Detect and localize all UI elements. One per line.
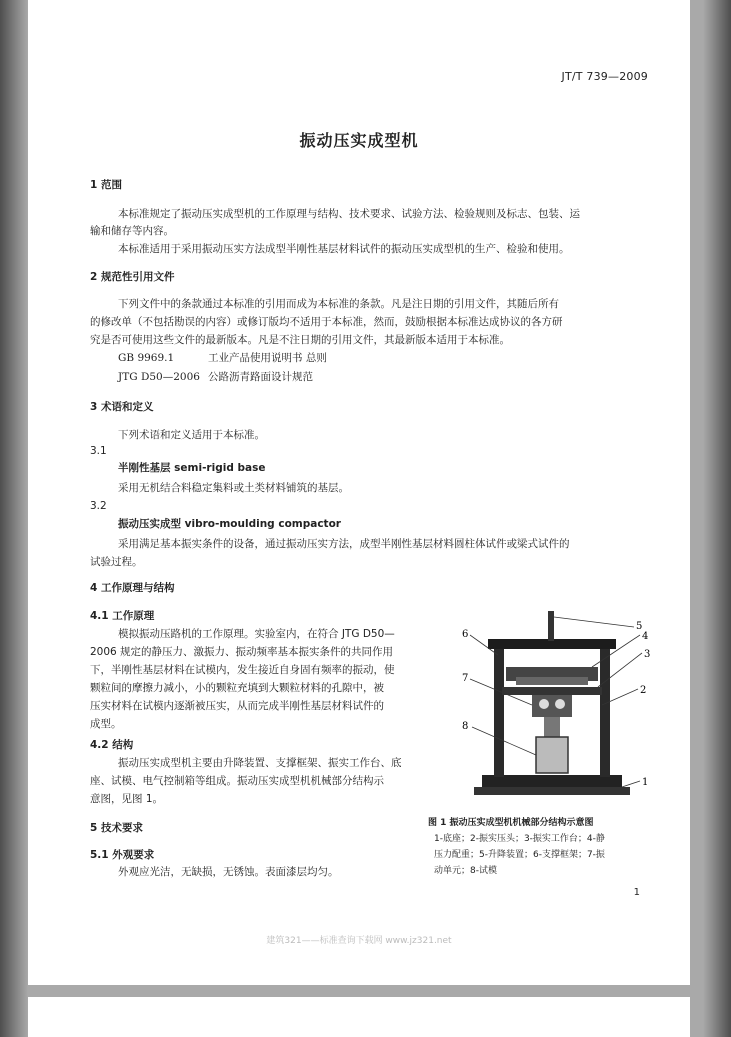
term-2-definition-line1: 采用满足基本振实条件的设备，通过振动压实方法，成型半刚性基层材料圆柱体试件或梁式试件的 (118, 538, 570, 550)
clause-4-2-line: 振动压实成型机主要由升降装置、支撑框架、振实工作台、底 (118, 757, 402, 769)
static-weight-lower (516, 677, 588, 685)
clause-4-1-line: 成型。 (90, 718, 122, 730)
section-3-heading: 3 术语和定义 (90, 401, 154, 413)
clause-5-1-heading: 5.1 外观要求 (90, 849, 155, 861)
term-1-definition: 采用无机结合料稳定集料或土类材料铺筑的基层。 (118, 482, 349, 494)
figure-label-4: 4 (642, 631, 649, 642)
clause-4-2-line: 座、试模、电气控制箱等组成。振动压实成型机机械部分结构示 (90, 775, 384, 787)
standard-number: JT/T 739—2009 (561, 70, 648, 83)
section-2-para-line3: 究是否可使用这些文件的最新版本。凡是不注日期的引用文件，其最新版本适用于本标准。 (90, 334, 510, 346)
section-2-para-line1: 下列文件中的条款通过本标准的引用而成为本标准的条款。凡是注日期的引用文件，其随后所有 (118, 298, 559, 310)
reference-2-title: 公路沥青路面设计规范 (208, 371, 313, 383)
section-1-para1-line2: 输和储存等内容。 (90, 225, 174, 237)
frame-right-column (600, 645, 610, 777)
clause-4-1-line: 模拟振动压路机的工作原理。实验室内，在符合 JTG D50— (118, 628, 395, 640)
figure-caption-line: 动单元；8-试模 (434, 866, 497, 876)
clause-3-2-number: 3.2 (90, 500, 107, 512)
figure-label-2: 2 (640, 685, 647, 696)
figure-caption (428, 815, 658, 879)
vibrating-table (502, 687, 602, 695)
reference-1-code: GB 9969.1 (118, 352, 175, 364)
section-1-para2: 本标准适用于采用振动压实方法成型半刚性基层材料试件的振动压实成型机的生产、检验和使用。 (118, 243, 570, 255)
frame-left-column (494, 645, 504, 777)
figure-caption-line: 1-底座；2-振实压头；3-振实工作台；4-静 (434, 834, 605, 844)
next-page-top (28, 997, 690, 1037)
reference-1-title: 工业产品使用说明书 总则 (208, 352, 327, 364)
document-title: 振动压实成型机 (299, 131, 419, 150)
gauge-icon (539, 699, 549, 709)
section-5-heading: 5 技术要求 (90, 822, 143, 834)
section-2-para-line2: 的修改单（不包括勘误的内容）或修订版均不适用于本标准，然而，鼓励根据本标准达成协议的各方研 (90, 316, 563, 328)
lifting-rod (548, 611, 554, 641)
term-2-definition-line2: 试验过程。 (90, 556, 143, 568)
section-1-para1-line1: 本标准规定了振动压实成型机的工作原理与结构、技术要求、试验方法、检验规则及标志、包装、运 (118, 208, 580, 220)
vibration-unit (532, 695, 572, 717)
section-3-intro: 下列术语和定义适用于本标准。 (118, 429, 265, 441)
compaction-head (544, 717, 560, 737)
page-number: 1 (633, 887, 640, 898)
term-1: 半刚性基层 semi-rigid base (118, 462, 266, 474)
figure-label-5: 5 (636, 621, 643, 632)
watermark: 建筑321——标准查询下载网 www.jz321.net (266, 936, 452, 946)
term-2: 振动压实成型 vibro-moulding compactor (118, 518, 341, 530)
leader-line-5 (554, 617, 634, 627)
section-4-heading: 4 工作原理与结构 (90, 582, 175, 594)
figure-caption-title: 图 1 振动压实成型机机械部分结构示意图 (428, 818, 594, 828)
document-page (28, 0, 690, 985)
clause-4-1-line: 2006 规定的静压力、激振力、振动频率基本振实条件的共同作用 (90, 646, 394, 658)
compactor-figure (432, 605, 662, 815)
clause-4-2-heading: 4.2 结构 (90, 739, 134, 751)
reference-2-code: JTG D50—2006 (118, 371, 200, 383)
clause-3-1-number: 3.1 (90, 445, 107, 457)
clause-4-1-heading: 4.1 工作原理 (90, 610, 155, 622)
clause-4-1-line: 下，半刚性基层材料在试模内，发生接近自身固有频率的振动，使 (90, 664, 395, 676)
figure-caption-line: 压力配重；5-升降装置；6-支撑框架；7-振 (434, 850, 605, 860)
figure-label-7: 7 (462, 673, 469, 684)
gauge-icon (555, 699, 565, 709)
figure-label-8: 8 (462, 721, 469, 732)
figure-label-3: 3 (644, 649, 651, 660)
clause-5-1-text: 外观应光洁，无缺损，无锈蚀。表面漆层均匀。 (118, 866, 339, 878)
figure-label-6: 6 (462, 629, 469, 640)
clause-4-1-line: 压实材料在试模内逐渐被压实，从而完成半刚性基层材料试件的 (90, 700, 384, 712)
clause-4-2-line: 意图，见图 1。 (90, 793, 164, 805)
section-1-heading: 1 范围 (90, 179, 122, 191)
machine-base-foot (474, 787, 630, 795)
clause-4-1-line: 颗粒间的摩擦力减小，小的颗粒充填到大颗粒材料的孔隙中，被 (90, 682, 384, 694)
test-mold (536, 737, 568, 773)
section-2-heading: 2 规范性引用文件 (90, 271, 175, 283)
leader-line-1 (622, 781, 640, 787)
machine-base (482, 775, 622, 789)
figure-label-1: 1 (642, 777, 649, 788)
